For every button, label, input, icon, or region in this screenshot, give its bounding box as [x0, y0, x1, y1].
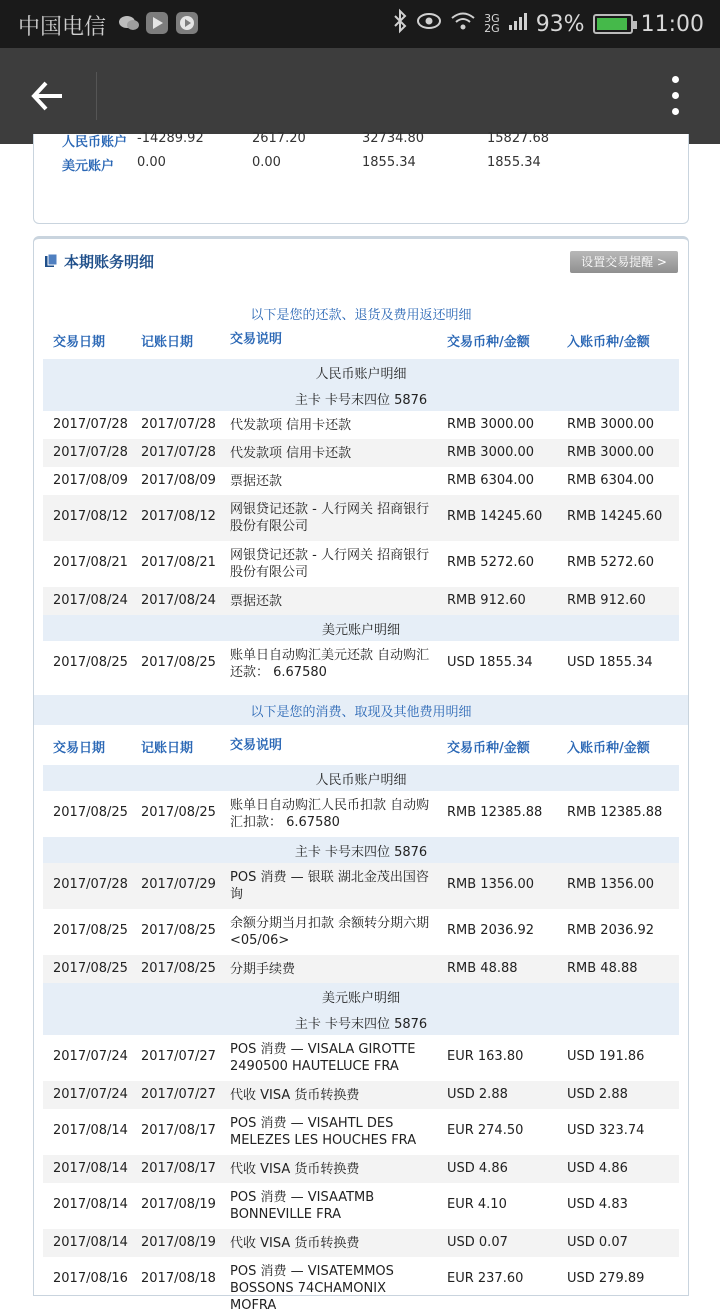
- transaction-description: POS 消费 — VISATEMMOS BOSSONS 74CHAMONIX MOFRA: [230, 1264, 394, 1313]
- transaction-date: 2017/08/12: [53, 509, 128, 524]
- set-transaction-reminder-button[interactable]: 设置交易提醒 >: [570, 251, 678, 273]
- posted-amount: USD 0.07: [567, 1235, 628, 1250]
- account-group-label: 主卡 卡号末四位 5876: [294, 1016, 428, 1032]
- transaction-date: 2017/07/24: [53, 1049, 128, 1064]
- transaction-description: 票据还款: [230, 474, 283, 489]
- transaction-date: 2017/08/21: [53, 555, 128, 570]
- summary-value: 32734.80: [362, 131, 425, 146]
- posted-amount: USD 323.74: [567, 1123, 645, 1138]
- account-summary-box: [33, 131, 689, 224]
- wifi-icon: [450, 10, 476, 38]
- column-header: 交易说明: [230, 332, 283, 347]
- posted-amount: RMB 5272.60: [567, 555, 655, 570]
- account-group-label: 主卡 卡号末四位 5876: [294, 392, 428, 408]
- transaction-date: 2017/07/28: [53, 445, 128, 460]
- summary-value: 1855.34: [487, 155, 541, 170]
- transaction-row: [43, 791, 679, 837]
- transaction-amount: RMB 912.60: [447, 593, 526, 608]
- account-group-band: [43, 615, 679, 641]
- column-header: 入账币种/金额: [567, 741, 650, 756]
- transaction-amount: EUR 163.80: [447, 1049, 524, 1064]
- transaction-row: [43, 587, 679, 615]
- battery-icon: [593, 14, 633, 34]
- summary-value: -14289.92: [137, 131, 204, 146]
- transaction-row: [43, 1035, 679, 1081]
- posted-amount: RMB 14245.60: [567, 509, 663, 524]
- transaction-amount: RMB 3000.00: [447, 445, 535, 460]
- transaction-description: POS 消费 — VISALA GIROTTE 2490500 HAUTELUCE FRA: [230, 1042, 416, 1074]
- posted-amount: RMB 48.88: [567, 961, 638, 976]
- account-group-label: 人民币账户明细: [315, 772, 407, 788]
- account-group-band: [43, 765, 679, 791]
- posting-date: 2017/07/28: [141, 417, 216, 432]
- transaction-date: 2017/08/25: [53, 961, 128, 976]
- account-group-band: [43, 983, 679, 1009]
- transaction-amount: EUR 237.60: [447, 1271, 524, 1286]
- account-group-label: 主卡 卡号末四位 5876: [294, 844, 428, 860]
- transaction-amount: RMB 1356.00: [447, 877, 535, 892]
- posted-amount: USD 4.83: [567, 1197, 628, 1212]
- posting-date: 2017/07/29: [141, 877, 216, 892]
- posted-amount: USD 279.89: [567, 1271, 645, 1286]
- posted-amount: RMB 3000.00: [567, 445, 655, 460]
- column-header: 记账日期: [141, 741, 194, 756]
- column-header: 记账日期: [141, 335, 194, 350]
- section-notice: 以下是您的还款、退货及费用返还明细: [250, 307, 472, 323]
- transaction-date: 2017/07/24: [53, 1087, 128, 1102]
- posting-date: 2017/08/17: [141, 1123, 216, 1138]
- transaction-description: 代收 VISA 货币转换费: [230, 1162, 360, 1177]
- summary-value: 1855.34: [362, 155, 416, 170]
- transaction-date: 2017/08/24: [53, 593, 128, 608]
- transaction-row: [43, 1257, 679, 1313]
- transaction-description: 账单日自动购汇人民币扣款 自动购汇扣款： 6.67580: [230, 798, 430, 830]
- signal-icon: [508, 11, 528, 37]
- posting-date: 2017/07/27: [141, 1087, 216, 1102]
- transaction-description: 代收 VISA 货币转换费: [230, 1236, 360, 1251]
- column-header: 交易日期: [53, 741, 106, 756]
- transaction-date: 2017/08/25: [53, 805, 128, 820]
- transaction-row: [43, 541, 679, 587]
- account-group-label: 美元账户明细: [321, 990, 400, 1006]
- posting-date: 2017/08/19: [141, 1235, 216, 1250]
- transaction-amount: USD 0.07: [447, 1235, 508, 1250]
- transaction-amount: EUR 4.10: [447, 1197, 507, 1212]
- eye-icon: [416, 11, 442, 37]
- account-group-band: [43, 385, 679, 411]
- posted-amount: USD 191.86: [567, 1049, 645, 1064]
- transaction-description: 账单日自动购汇美元还款 自动购汇还款： 6.67580: [230, 648, 430, 680]
- transaction-row: [43, 467, 679, 495]
- panel-title-text: 本期账务明细: [64, 252, 155, 271]
- transaction-amount: USD 4.86: [447, 1161, 508, 1176]
- posting-date: 2017/08/25: [141, 655, 216, 670]
- transaction-description: POS 消费 — VISAHTL DES MELEZES LES HOUCHES FRA: [230, 1116, 417, 1148]
- summary-row-rmb: [62, 131, 698, 151]
- transaction-amount: RMB 5272.60: [447, 555, 535, 570]
- posting-date: 2017/08/25: [141, 805, 216, 820]
- account-group-band: [43, 359, 679, 385]
- account-group-band: [43, 1009, 679, 1035]
- transaction-description: 代收 VISA 货币转换费: [230, 1088, 360, 1103]
- account-group-label: 人民币账户明细: [315, 366, 407, 382]
- transaction-date: 2017/08/14: [53, 1235, 128, 1250]
- transaction-amount: RMB 6304.00: [447, 473, 535, 488]
- posting-date: 2017/08/21: [141, 555, 216, 570]
- transaction-description: 余额分期当月扣款 余额转分期六期<05/06>: [230, 916, 430, 948]
- transaction-amount: USD 1855.34: [447, 655, 533, 670]
- transaction-date: 2017/08/09: [53, 473, 128, 488]
- transaction-date: 2017/08/25: [53, 655, 128, 670]
- summary-value: 15827.68: [487, 131, 550, 146]
- posting-date: 2017/08/17: [141, 1161, 216, 1176]
- transaction-row: [43, 1109, 679, 1155]
- summary-value: 0.00: [252, 155, 281, 170]
- column-header: 交易日期: [53, 335, 106, 350]
- transaction-amount: USD 2.88: [447, 1087, 508, 1102]
- transaction-description: 票据还款: [230, 594, 283, 609]
- transaction-row: [43, 495, 679, 541]
- account-group-band: [43, 837, 679, 863]
- statement-detail-panel: [33, 236, 689, 1313]
- transaction-description: POS 消费 — VISAATMB BONNEVILLE FRA: [230, 1190, 375, 1222]
- posted-amount: USD 2.88: [567, 1087, 628, 1102]
- summary-value: 2617.20: [252, 131, 306, 146]
- posted-amount: RMB 2036.92: [567, 923, 655, 938]
- posted-amount: RMB 12385.88: [567, 805, 663, 820]
- transaction-amount: RMB 3000.00: [447, 417, 535, 432]
- video-app-icon: [176, 12, 198, 34]
- posted-amount: USD 1855.34: [567, 655, 653, 670]
- transaction-row: [43, 1081, 679, 1109]
- app-bar: [0, 48, 720, 144]
- posting-date: 2017/08/19: [141, 1197, 216, 1212]
- posting-date: 2017/07/27: [141, 1049, 216, 1064]
- more-vertical-icon[interactable]: [672, 76, 680, 116]
- column-header: 交易币种/金额: [447, 335, 530, 350]
- transaction-amount: EUR 274.50: [447, 1123, 524, 1138]
- battery-percent: 93%: [535, 11, 585, 37]
- transaction-date: 2017/08/25: [53, 923, 128, 938]
- statement-content: [0, 131, 720, 1313]
- transactions-table: [43, 239, 679, 1313]
- posted-amount: RMB 3000.00: [567, 417, 655, 432]
- transaction-date: 2017/07/28: [53, 877, 128, 892]
- transaction-row: [43, 439, 679, 467]
- section-notice: 以下是您的消费、取现及其他费用明细: [34, 695, 688, 725]
- back-arrow-icon[interactable]: [30, 78, 66, 114]
- transaction-row: [43, 1183, 679, 1229]
- transaction-row: [43, 411, 679, 439]
- clock: 11:00: [640, 11, 704, 37]
- transaction-row: [43, 909, 679, 955]
- transaction-description: 代发款项 信用卡还款: [230, 418, 352, 433]
- transaction-description: 网银贷记还款 - 人行网关 招商银行股份有限公司: [230, 548, 430, 580]
- appbar-divider: [96, 72, 97, 120]
- posted-amount: RMB 1356.00: [567, 877, 655, 892]
- transaction-amount: RMB 12385.88: [447, 805, 543, 820]
- posting-date: 2017/08/25: [141, 923, 216, 938]
- transaction-date: 2017/08/14: [53, 1123, 128, 1138]
- summary-value: 0.00: [137, 155, 166, 170]
- posting-date: 2017/08/18: [141, 1271, 216, 1286]
- transaction-description: 分期手续费: [230, 962, 296, 977]
- transaction-row: [43, 1229, 679, 1257]
- posted-amount: USD 4.86: [567, 1161, 628, 1176]
- carrier-label: 中国电信: [18, 15, 107, 40]
- transaction-date: 2017/08/16: [53, 1271, 128, 1286]
- transaction-description: 代发款项 信用卡还款: [230, 446, 352, 461]
- play-store-icon: [146, 12, 168, 34]
- transaction-row: [43, 955, 679, 983]
- column-header: 交易说明: [230, 738, 283, 753]
- transaction-amount: RMB 48.88: [447, 961, 518, 976]
- column-header: 入账币种/金额: [567, 335, 650, 350]
- posting-date: 2017/08/25: [141, 961, 216, 976]
- summary-row-usd: [62, 155, 698, 175]
- posting-date: 2017/08/24: [141, 593, 216, 608]
- transaction-description: 网银贷记还款 - 人行网关 招商银行股份有限公司: [230, 502, 430, 534]
- transaction-row: [43, 863, 679, 909]
- status-right-group: [392, 9, 704, 39]
- table-header: [43, 733, 679, 757]
- transaction-amount: RMB 2036.92: [447, 923, 535, 938]
- status-bar: [0, 0, 720, 48]
- posted-amount: RMB 6304.00: [567, 473, 655, 488]
- table-header: [43, 327, 679, 351]
- wechat-icon: [118, 12, 140, 34]
- transaction-row: [43, 641, 679, 687]
- network-top-label: 3G: [484, 12, 500, 25]
- network-bottom-label: 2G: [484, 22, 500, 35]
- summary-label: 人民币账户: [62, 135, 128, 150]
- transaction-amount: RMB 14245.60: [447, 509, 543, 524]
- transaction-date: 2017/08/14: [53, 1161, 128, 1176]
- transaction-row: [43, 1155, 679, 1183]
- posting-date: 2017/08/12: [141, 509, 216, 524]
- summary-label: 美元账户: [62, 159, 115, 174]
- network-type: [484, 14, 500, 34]
- account-group-label: 美元账户明细: [321, 622, 400, 638]
- column-header: 交易币种/金额: [447, 741, 530, 756]
- bluetooth-icon: [392, 9, 408, 39]
- transaction-date: 2017/08/14: [53, 1197, 128, 1212]
- transaction-description: POS 消费 — 银联 湖北金茂出国咨询: [230, 870, 429, 902]
- posting-date: 2017/08/09: [141, 473, 216, 488]
- posted-amount: RMB 912.60: [567, 593, 646, 608]
- posting-date: 2017/07/28: [141, 445, 216, 460]
- transaction-date: 2017/07/28: [53, 417, 128, 432]
